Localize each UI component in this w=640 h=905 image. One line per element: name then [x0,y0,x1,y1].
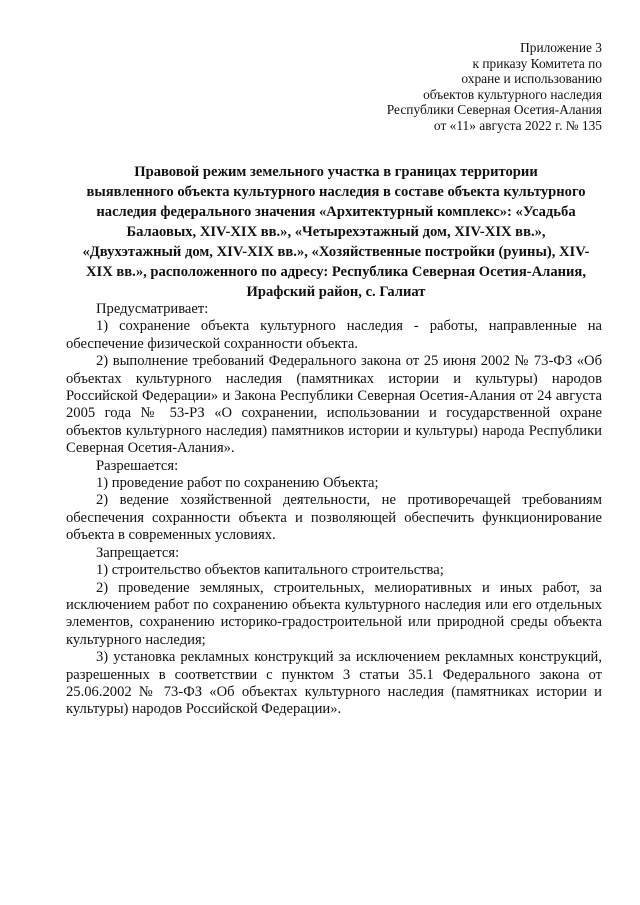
appendix-line: Приложение 3 [520,40,602,55]
appendix-line: Республики Северная Осетия-Алания [386,102,602,118]
provides-heading: Предусматривает: [96,301,209,317]
allowed-heading: Разрешается: [96,457,179,474]
allowed-item-1: 1) проведение работ по сохранению Объекта; [96,475,379,492]
document-body [66,301,602,719]
forbidden-item-3: 3) установка рекламных конструкций за исключением рекламных конструкций, разрешенных в соответствии с пунктом 3 статьи 35.1 Федерального закона от 25.06.2002 № 73-ФЗ «Об объектах культурного наследия (памятниках истории и культуры) народов Российской Федерации». [66,649,602,718]
appendix-line: объектов культурного наследия [423,86,602,102]
appendix-line: к приказу Комитета по [472,55,602,71]
provides-item-1: 1) сохранение объекта культурного наследия - работы, направленные на обеспечение физической сохранности объекта. [66,318,602,352]
forbidden-item-2: 2) проведение земляных, строительных, мелиоративных и иных работ, за исключением работ по сохранению объекта культурного наследия или его отдельных элементов, сохранению историко-градостроительной или природной среды объекта культурного наследия; [66,579,602,648]
provides-item-2: 2) выполнение требований Федерального закона от 25 июня 2002 № 73-ФЗ «Об объектах культурного наследия (памятниках истории и культуры) народов Российской Федерации» и Закона Республики Северная Осетия-Алания от 24 августа 2005 года № 53-РЗ «О сохранении, использовании и государственной охране объектов культурного наследия) памятников истории и культуры) народа Республики Северная Осетия-Алания». [66,353,602,457]
appendix-line: охране и использованию [461,71,602,87]
forbidden-item-1: 1) строительство объектов капитального строительства; [96,562,444,579]
title-line: Ирафский район, с. Галиат [246,284,426,300]
title-line: Правовой режим земельного участка в границах территории [134,164,538,180]
title-line: наследия федерального значения «Архитектурный комплекс»: «Усадьба [96,204,576,220]
title-line: Балаовых, XIV-XIX вв.», «Четырехэтажный дом, XIV-XIX вв.», [126,224,546,240]
title-line: XIX вв.», расположенного по адресу: Республика Северная Осетия-Алания, [86,264,586,280]
title-line: выявленного объекта культурного наследия в составе объекта культурного [86,184,586,200]
allowed-item-2: 2) ведение хозяйственной деятельности, не противоречащей требованиям обеспечения сохранности объекта и позволяющей обеспечить функционирование объекта в современных условиях. [66,492,602,544]
forbidden-heading: Запрещается: [96,544,180,561]
appendix-line: от «11» августа 2022 г. № 135 [433,117,602,133]
appendix-header [302,40,602,134]
document-title [66,162,606,302]
title-line: «Двухэтажный дом, XIV-XIX вв.», «Хозяйственные постройки (руины), XIV- [82,244,590,260]
